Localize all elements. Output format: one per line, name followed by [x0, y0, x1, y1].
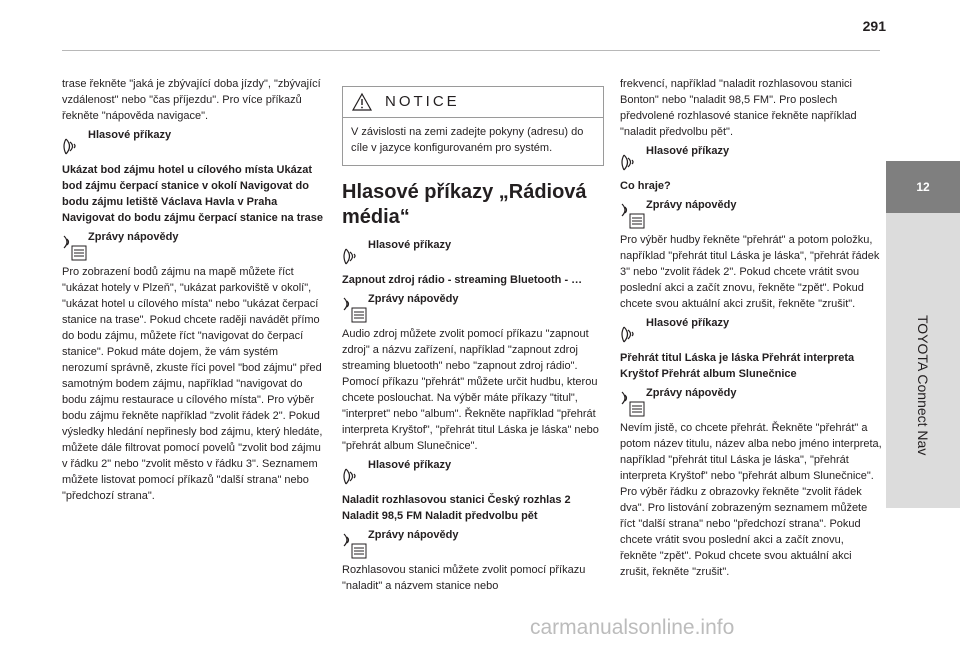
voice-commands-heading: [620, 314, 882, 350]
voice-commands-label: Hlasové příkazy: [368, 459, 452, 471]
col2-command-1: Zapnout zdroj rádio - streaming Bluetooth - …: [342, 274, 583, 286]
voice-command-icon: [620, 148, 646, 176]
col1-intro: trase řekněte "jaká je zbývající doba jízdy", "zbývající vzdálenost" nebo "čas příjezdu". Pro více příkazů řekněte "nápověda navigace".: [62, 78, 321, 122]
header-rule: [62, 50, 880, 51]
chapter-number-badge: 12: [886, 161, 960, 213]
help-messages-label: Zprávy nápovědy: [646, 199, 737, 211]
help-messages-heading: [620, 196, 882, 232]
chapter-title: TOYOTA Connect Nav: [915, 315, 931, 456]
page-number: 291: [862, 18, 886, 34]
voice-commands-label: Hlasové příkazy: [646, 317, 730, 329]
voice-commands-label: Hlasové příkazy: [646, 145, 730, 157]
col2-help-1: Audio zdroj můžete zvolit pomocí příkazu "zapnout zdroj" a názvu zařízení, například "zapnout zdroj streaming bluetooth" nebo "zapnout zdroj rádio". Pomocí příkazu "přehrát" můžete určit hudbu, kterou chcete poslouchat. Na výběr máte příkazy "titul", "interpret" nebo "album". Řekněte například "přehrát interpreta Kryštof", "přehrát titul Láska je láska" nebo "přehrát album Slunečnice".: [342, 328, 599, 452]
column-middle: [342, 86, 606, 594]
help-messages-label: Zprávy nápovědy: [368, 293, 459, 305]
warning-icon: [351, 92, 373, 112]
help-messages-heading: [342, 526, 606, 562]
col3-help-1: Pro výběr hudby řekněte "přehrát" a potom položku, například "přehrát titul Láska je láska", "přehrát řádek 3" nebo "zvolit řádek 2". Pokud chcete vrátit svou poslední akci a začít znovu, řekněte "zpět". Pokud chcete svou aktuální akci zrušit, řekněte "zrušit".: [620, 234, 880, 310]
notice-header: [343, 87, 603, 118]
col3-intro: frekvencí, například "naladit rozhlasovou stanici Bonton" nebo "naladit 98,5 FM". Pro poslech předvolené rozhlasové stanice řekněte například "naladit předvolbu pět".: [620, 78, 857, 138]
voice-commands-heading: [342, 236, 606, 272]
notice-box: [342, 86, 604, 166]
watermark: carmanualsonline.info: [530, 616, 735, 639]
help-message-icon: [620, 202, 646, 230]
voice-commands-heading: [62, 126, 324, 162]
column-right: [620, 76, 882, 580]
col2-command-2: Naladit rozhlasovou stanici Český rozhlas 2 Naladit 98,5 FM Naladit předvolbu pět: [342, 494, 571, 522]
col3-command-2: Přehrát titul Láska je láska Přehrát interpreta Kryštof Přehrát album Slunečnice: [620, 352, 855, 380]
help-messages-heading: [342, 290, 606, 326]
column-left: [62, 76, 324, 504]
col2-help-2: Rozhlasovou stanici můžete zvolit pomocí příkazu "naladit" a názvem stanice nebo: [342, 564, 586, 592]
notice-title: NOTICE: [385, 93, 460, 110]
col1-help-text: Pro zobrazení bodů zájmu na mapě můžete říct "ukázat hotely v Plzeň", "ukázat parkoviště v okolí", "ukázat hotel u cílového místa" nebo "ukázat čerpací stanice na trase". Pokud chcete raději navádět přímo do bodu zájmu, můžete říct "navigovat do čerpací stanice". Pokud máte dojem, že vám systém nerozumí správně, zkuste říci povel "bod zájmu" před samotným bodem zájmu, například "navigovat do bodu zájmu restaurace u cílového místa". Pro výběr bodu zájmu řekněte například "zvolit řádek 2". Pokud výsledky hledání nepřinesly bod zájmu, který hledáte, můžete dále filtrovat pomocí povelů "zvolit bod zájmu v řádku 2" nebo "zvolit město v řádku 3". Seznamem můžete listovat pomocí příkazů "další strana" nebo "předchozí strana".: [62, 266, 323, 502]
help-messages-label: Zprávy nápovědy: [88, 231, 179, 243]
voice-commands-label: Hlasové příkazy: [368, 239, 452, 251]
voice-commands-heading: [620, 142, 882, 178]
help-message-icon: [620, 390, 646, 418]
help-message-icon: [62, 234, 88, 262]
col1-commands: Ukázat bod zájmu hotel u cílového místa Ukázat bod zájmu čerpací stanice v okolí Navigovat do bodu zájmu letiště Václava Havla v Praha Navigovat do bodu zájmu čerpací stanice na trase: [62, 164, 324, 224]
help-messages-label: Zprávy nápovědy: [646, 387, 737, 399]
help-messages-heading: [62, 228, 324, 264]
voice-commands-heading: [342, 456, 606, 492]
voice-command-icon: [342, 462, 368, 490]
col3-command-1: Co hraje?: [620, 180, 671, 192]
voice-commands-label: Hlasové příkazy: [88, 129, 172, 141]
help-message-icon: [342, 296, 368, 324]
help-messages-label: Zprávy nápovědy: [368, 529, 459, 541]
help-messages-heading: [620, 384, 882, 420]
voice-command-icon: [342, 242, 368, 270]
help-message-icon: [342, 532, 368, 560]
notice-text: V závislosti na zemi zadejte pokyny (adresu) do cíle v jazyce konfigurovaném pro systém.: [351, 126, 584, 154]
voice-command-icon: [620, 320, 646, 348]
voice-command-icon: [62, 132, 88, 160]
section-title: Hlasové příkazy „Rádiová média“: [342, 181, 587, 228]
col3-help-2: Nevím jistě, co chcete přehrát. Řekněte "přehrát" a potom název titulu, název alba nebo jméno interpreta, například "přehrát titul Láska je láska", "přehrát interpreta Kryštof" nebo "přehrát album Slunečnice". Pro výběr řádku z obrazovky řekněte "zvolit řádek dva". Pro listování zobrazeným seznamem můžete říct "další strana" nebo "předchozí strana". Pokud chcete vrátit svou poslední akci a začít znovu, řekněte "zpět". Pokud chcete svou aktuální akci zrušit, řekněte "zrušit".: [620, 422, 882, 578]
